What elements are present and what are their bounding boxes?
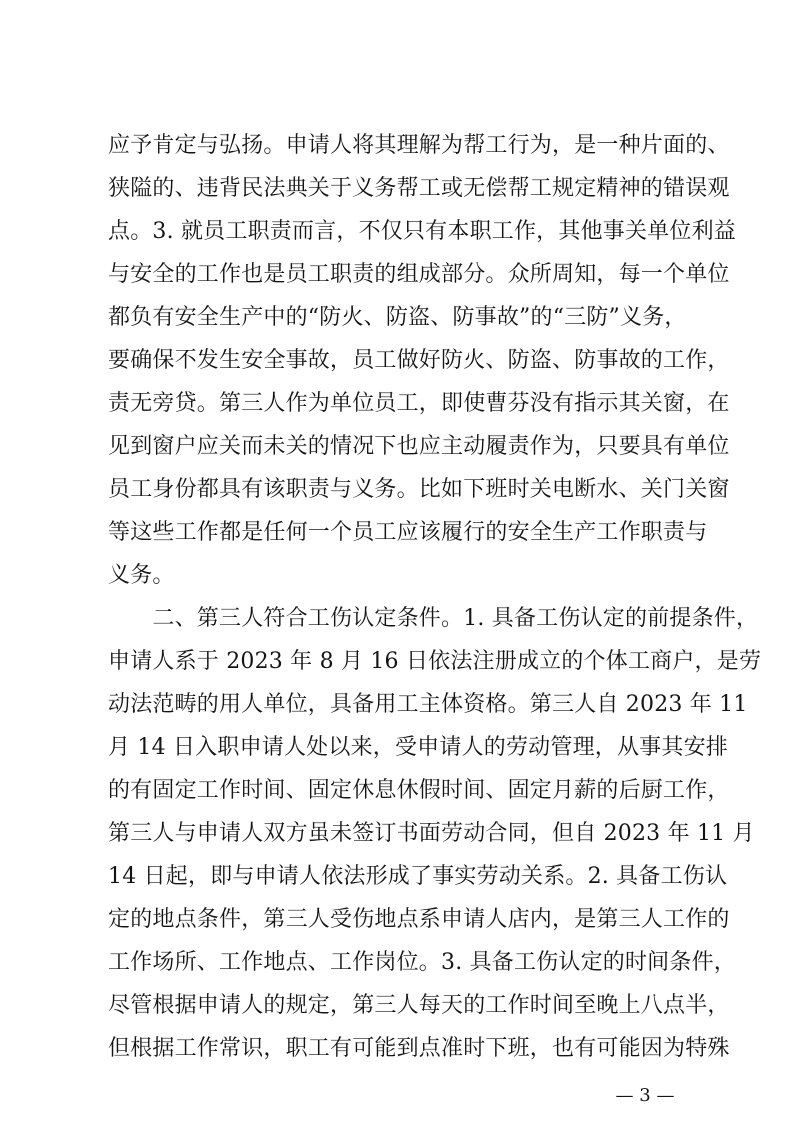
text-line: 工作场所、工作地点、工作岗位。3. 具备工伤认定的时间条件， [108,950,736,975]
text-line: 要确保不发生安全事故，员工做好防火、防盗、防事故的工作， [108,348,730,373]
text-line: 员工身份都具有该职责与义务。比如下班时关电断水、关门关窗 [108,477,730,502]
text-line: 动法范畴的用人单位，具备用工主体资格。第三人自 2023 年 11 [108,692,748,717]
page-number: — 3 — [615,1085,675,1106]
text-line: 责无旁贷。第三人作为单位员工，即使曹芬没有指示其关窗，在 [108,391,730,416]
text-line: 与安全的工作也是员工职责的组成部分。众所周知，每一个单位 [108,262,730,287]
text-line: 第三人与申请人双方虽未签订书面劳动合同，但自 2023 年 11 月 [108,821,755,846]
text-line: 申请人系于 2023 年 8 月 16 日依法注册成立的个体工商户，是劳 [108,649,762,674]
text-line: 等这些工作都是任何一个员工应该履行的安全生产工作职责与 [108,520,708,545]
text-line: 14 日起，即与申请人依法形成了事实劳动关系。2. 具备工伤认 [108,864,728,889]
text-line: 尽管根据申请人的规定，第三人每天的工作时间至晚上八点半， [108,993,730,1018]
text-line: 都负有安全生产中的“防火、防盗、防事故”的“三防”义务， [108,305,687,330]
text-line: 月 14 日入职申请人处以来，受申请人的劳动管理，从事其安排 [108,735,728,760]
text-line: 狭隘的、违背民法典关于义务帮工或无偿帮工规定精神的错误观 [108,176,730,201]
text-line: 的有固定工作时间、固定休息休假时间、固定月薪的后厨工作， [108,778,730,803]
text-line: 点。3. 就员工职责而言，不仅只有本职工作，其他事关单位利益 [108,219,736,244]
paragraph-heading-line: 二、第三人符合工伤认定条件。1. 具备工伤认定的前提条件， [108,606,759,631]
text-line: 见到窗户应关而未关的情况下也应主动履责作为，只要具有单位 [108,434,730,459]
text-line: 义务。 [108,563,175,588]
text-line: 定的地点条件，第三人受伤地点系申请人店内，是第三人工作的 [108,907,730,932]
text-line: 但根据工作常识，职工有可能到点准时下班，也有可能因为特殊 [108,1036,730,1061]
text-line: 应予肯定与弘扬。申请人将其理解为帮工行为，是一种片面的、 [108,133,730,158]
